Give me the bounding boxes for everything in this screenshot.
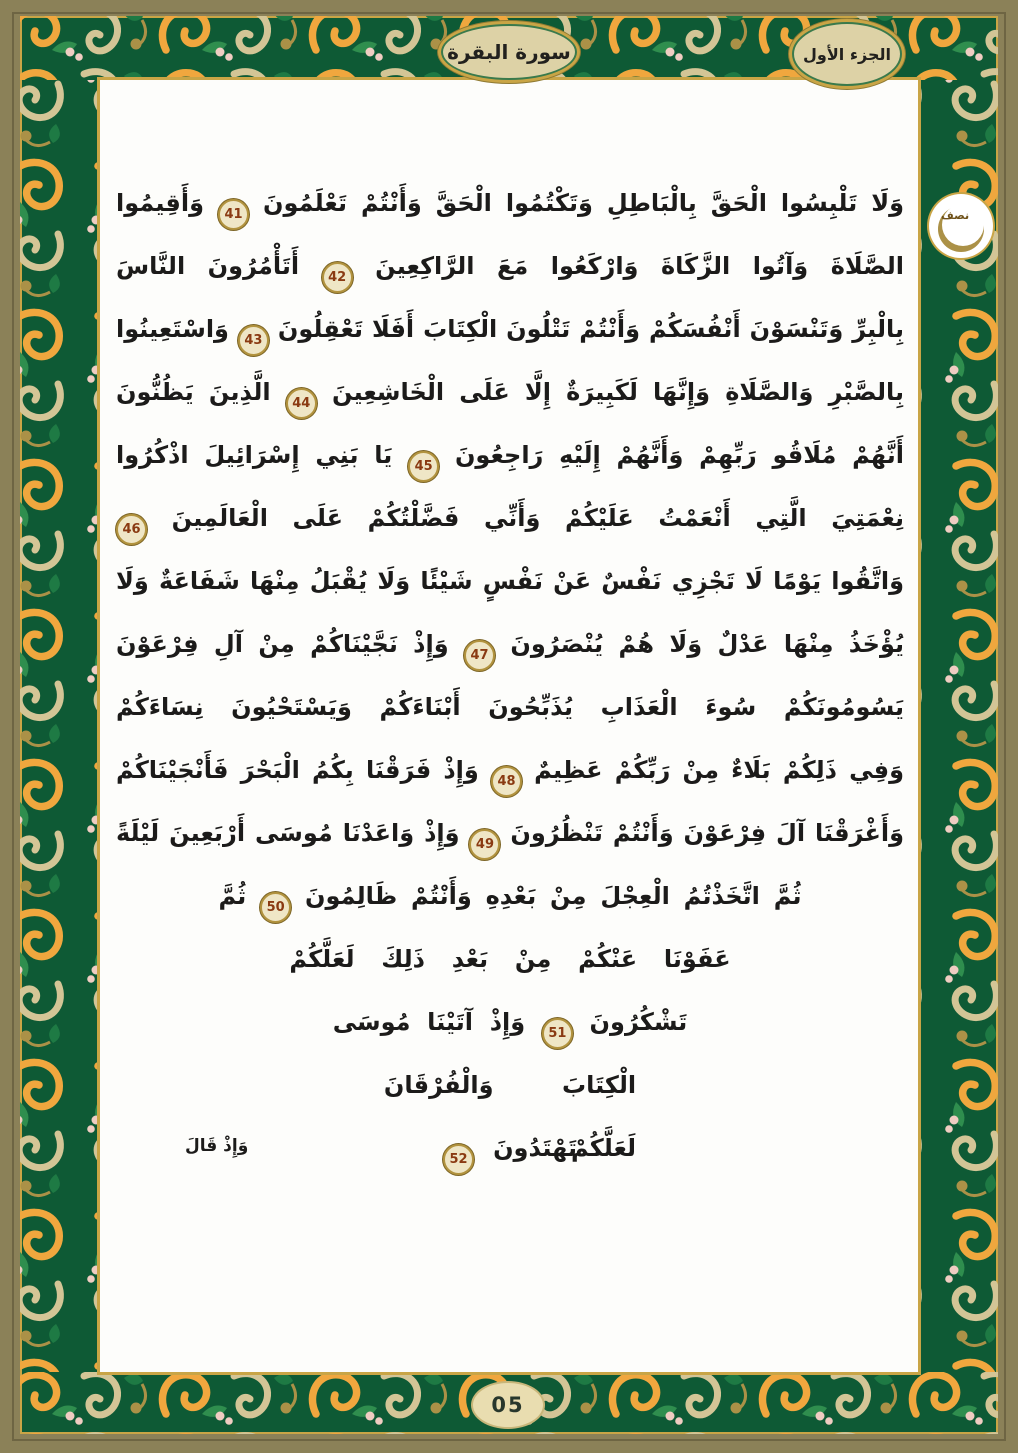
page-content-area [97,77,921,1375]
quran-line [289,928,730,991]
verse-text: عَفَوْنَا عَنْكُمْ مِنْ بَعْدِ ذَلِكَ لَعَلَّكُمْ [289,945,731,973]
quran-line [116,235,904,298]
quran-line [116,802,904,865]
quran-line [116,424,904,487]
verse-text: الْكِتَابَ وَالْفُرْقَانَ لَعَلَّكُمْ [383,1071,637,1162]
quran-line [116,613,904,676]
verse-text: ثُمَّ اتَّخَذْتُمُ الْعِجْلَ مِنْ بَعْدِهِ وَأَنْتُمْ ظَالِمُونَ [304,882,802,910]
verse-number-badge: 48 [491,766,522,797]
verse-number-badge: 45 [408,451,439,482]
verse-text: وَأَقِيمُوا [116,189,205,217]
juz-cartouche [792,22,902,86]
hizb-label: نصف [941,209,970,222]
verse-text: وَاسْتَعِينُوا [116,315,229,343]
verse-text: يُؤْخَذُ مِنْهَا عَدْلٌ وَلَا هُمْ يُنْصَرُونَ [510,630,904,658]
verse-number-badge: 50 [260,892,291,923]
verse-text: وَإِذْ آتَيْنَا مُوسَى [332,1008,526,1036]
quran-line [116,550,904,613]
quran-line [218,865,801,928]
quran-line [116,172,904,235]
verse-number-badge: 44 [286,388,317,419]
hizb-medallion [929,194,993,258]
verse-text: يَا بَنِي إِسْرَائِيلَ اذْكُرُوا [116,441,393,469]
quran-line [116,361,904,424]
quran-lines [116,172,904,1180]
quran-line [116,739,904,802]
quran-line [443,1117,577,1180]
surah-cartouche [441,24,577,80]
verse-number-badge: 52 [443,1144,474,1175]
verse-number-badge: 47 [464,640,495,671]
verse-text: وَأَغْرَقْنَا آلَ فِرْعَوْنَ وَأَنْتُمْ تَنْظُرُونَ [510,819,905,847]
verse-text: وَاتَّقُوا يَوْمًا لَا تَجْزِي نَفْسٌ عَنْ نَفْسٍ شَيْئًا وَلَا يُقْبَلُ مِنْهَا شَفَاعَةٌ وَلَا [116,567,904,595]
verse-text: وَفِي ذَلِكُمْ بَلَاءٌ مِنْ رَبِّكُمْ عَظِيمٌ [534,756,905,784]
verse-text: الَّذِينَ يَظُنُّونَ [116,378,271,406]
verse-text: ثُمَّ [218,882,247,910]
verse-text: الصَّلَاةَ وَآتُوا الزَّكَاةَ وَارْكَعُوا مَعَ الرَّاكِعِينَ [375,252,905,280]
verse-number-badge: 49 [469,829,500,860]
quran-line [116,487,904,550]
verse-text: تَشْكُرُونَ [589,1008,688,1036]
surah-title: سورة البقرة [447,40,571,64]
verse-number-badge: 46 [116,514,147,545]
verse-text: وَإِذْ وَاعَدْنَا مُوسَى أَرْبَعِينَ لَيْلَةً [116,819,460,847]
verse-text: بِالْبِرِّ وَتَنْسَوْنَ أَنْفُسَكُمْ وَأَنْتُمْ تَتْلُونَ الْكِتَابَ أَفَلَا تَعْقِلُونَ [277,315,905,343]
quran-line [116,676,904,739]
verse-text: يَسُومُونَكُمْ سُوءَ الْعَذَابِ يُذَبِّحُونَ أَبْنَاءَكُمْ وَيَسْتَحْيُونَ نِسَاءَكُمْ [116,693,904,721]
right-ornament-strip [918,80,998,1372]
left-ornament-strip [20,80,100,1372]
verse-text: وَإِذْ نَجَّيْنَاكُمْ مِنْ آلِ فِرْعَوْنَ [116,630,449,658]
verse-text: نِعْمَتِيَ الَّتِي أَنْعَمْتُ عَلَيْكُمْ وَأَنِّي فَضَّلْتُكُمْ عَلَى الْعَالَمِينَ [171,504,904,532]
page-number-medallion [473,1383,543,1427]
quran-line [333,991,688,1054]
verse-number-badge: 43 [238,325,269,356]
quran-line [116,298,904,361]
verse-number-badge: 42 [322,262,353,293]
verse-number-badge: 41 [218,199,249,230]
catchword: وَإِذْ قَالَ [185,1136,249,1156]
verse-text: وَإِذْ فَرَقْنَا بِكُمُ الْبَحْرَ فَأَنْجَيْنَاكُمْ [116,756,479,784]
verse-number-badge: 51 [542,1018,573,1049]
verse-text: وَلَا تَلْبِسُوا الْحَقَّ بِالْبَاطِلِ وَتَكْتُمُوا الْحَقَّ وَأَنْتُمْ تَعْلَمُونَ [263,189,904,217]
verse-text: تَهْتَدُونَ [493,1134,577,1162]
verse-text: أَنَّهُمْ مُلَاقُو رَبِّهِمْ وَأَنَّهُمْ إِلَيْهِ رَاجِعُونَ [454,441,905,469]
juz-label: الجزء الأول [803,44,891,64]
page-number: 05 [491,1393,525,1417]
verse-text: بِالصَّبْرِ وَالصَّلَاةِ وَإِنَّهَا لَكَبِيرَةٌ إِلَّا عَلَى الْخَاشِعِينَ [331,378,904,406]
verse-text: أَتَأْمُرُونَ النَّاسَ [116,252,300,280]
